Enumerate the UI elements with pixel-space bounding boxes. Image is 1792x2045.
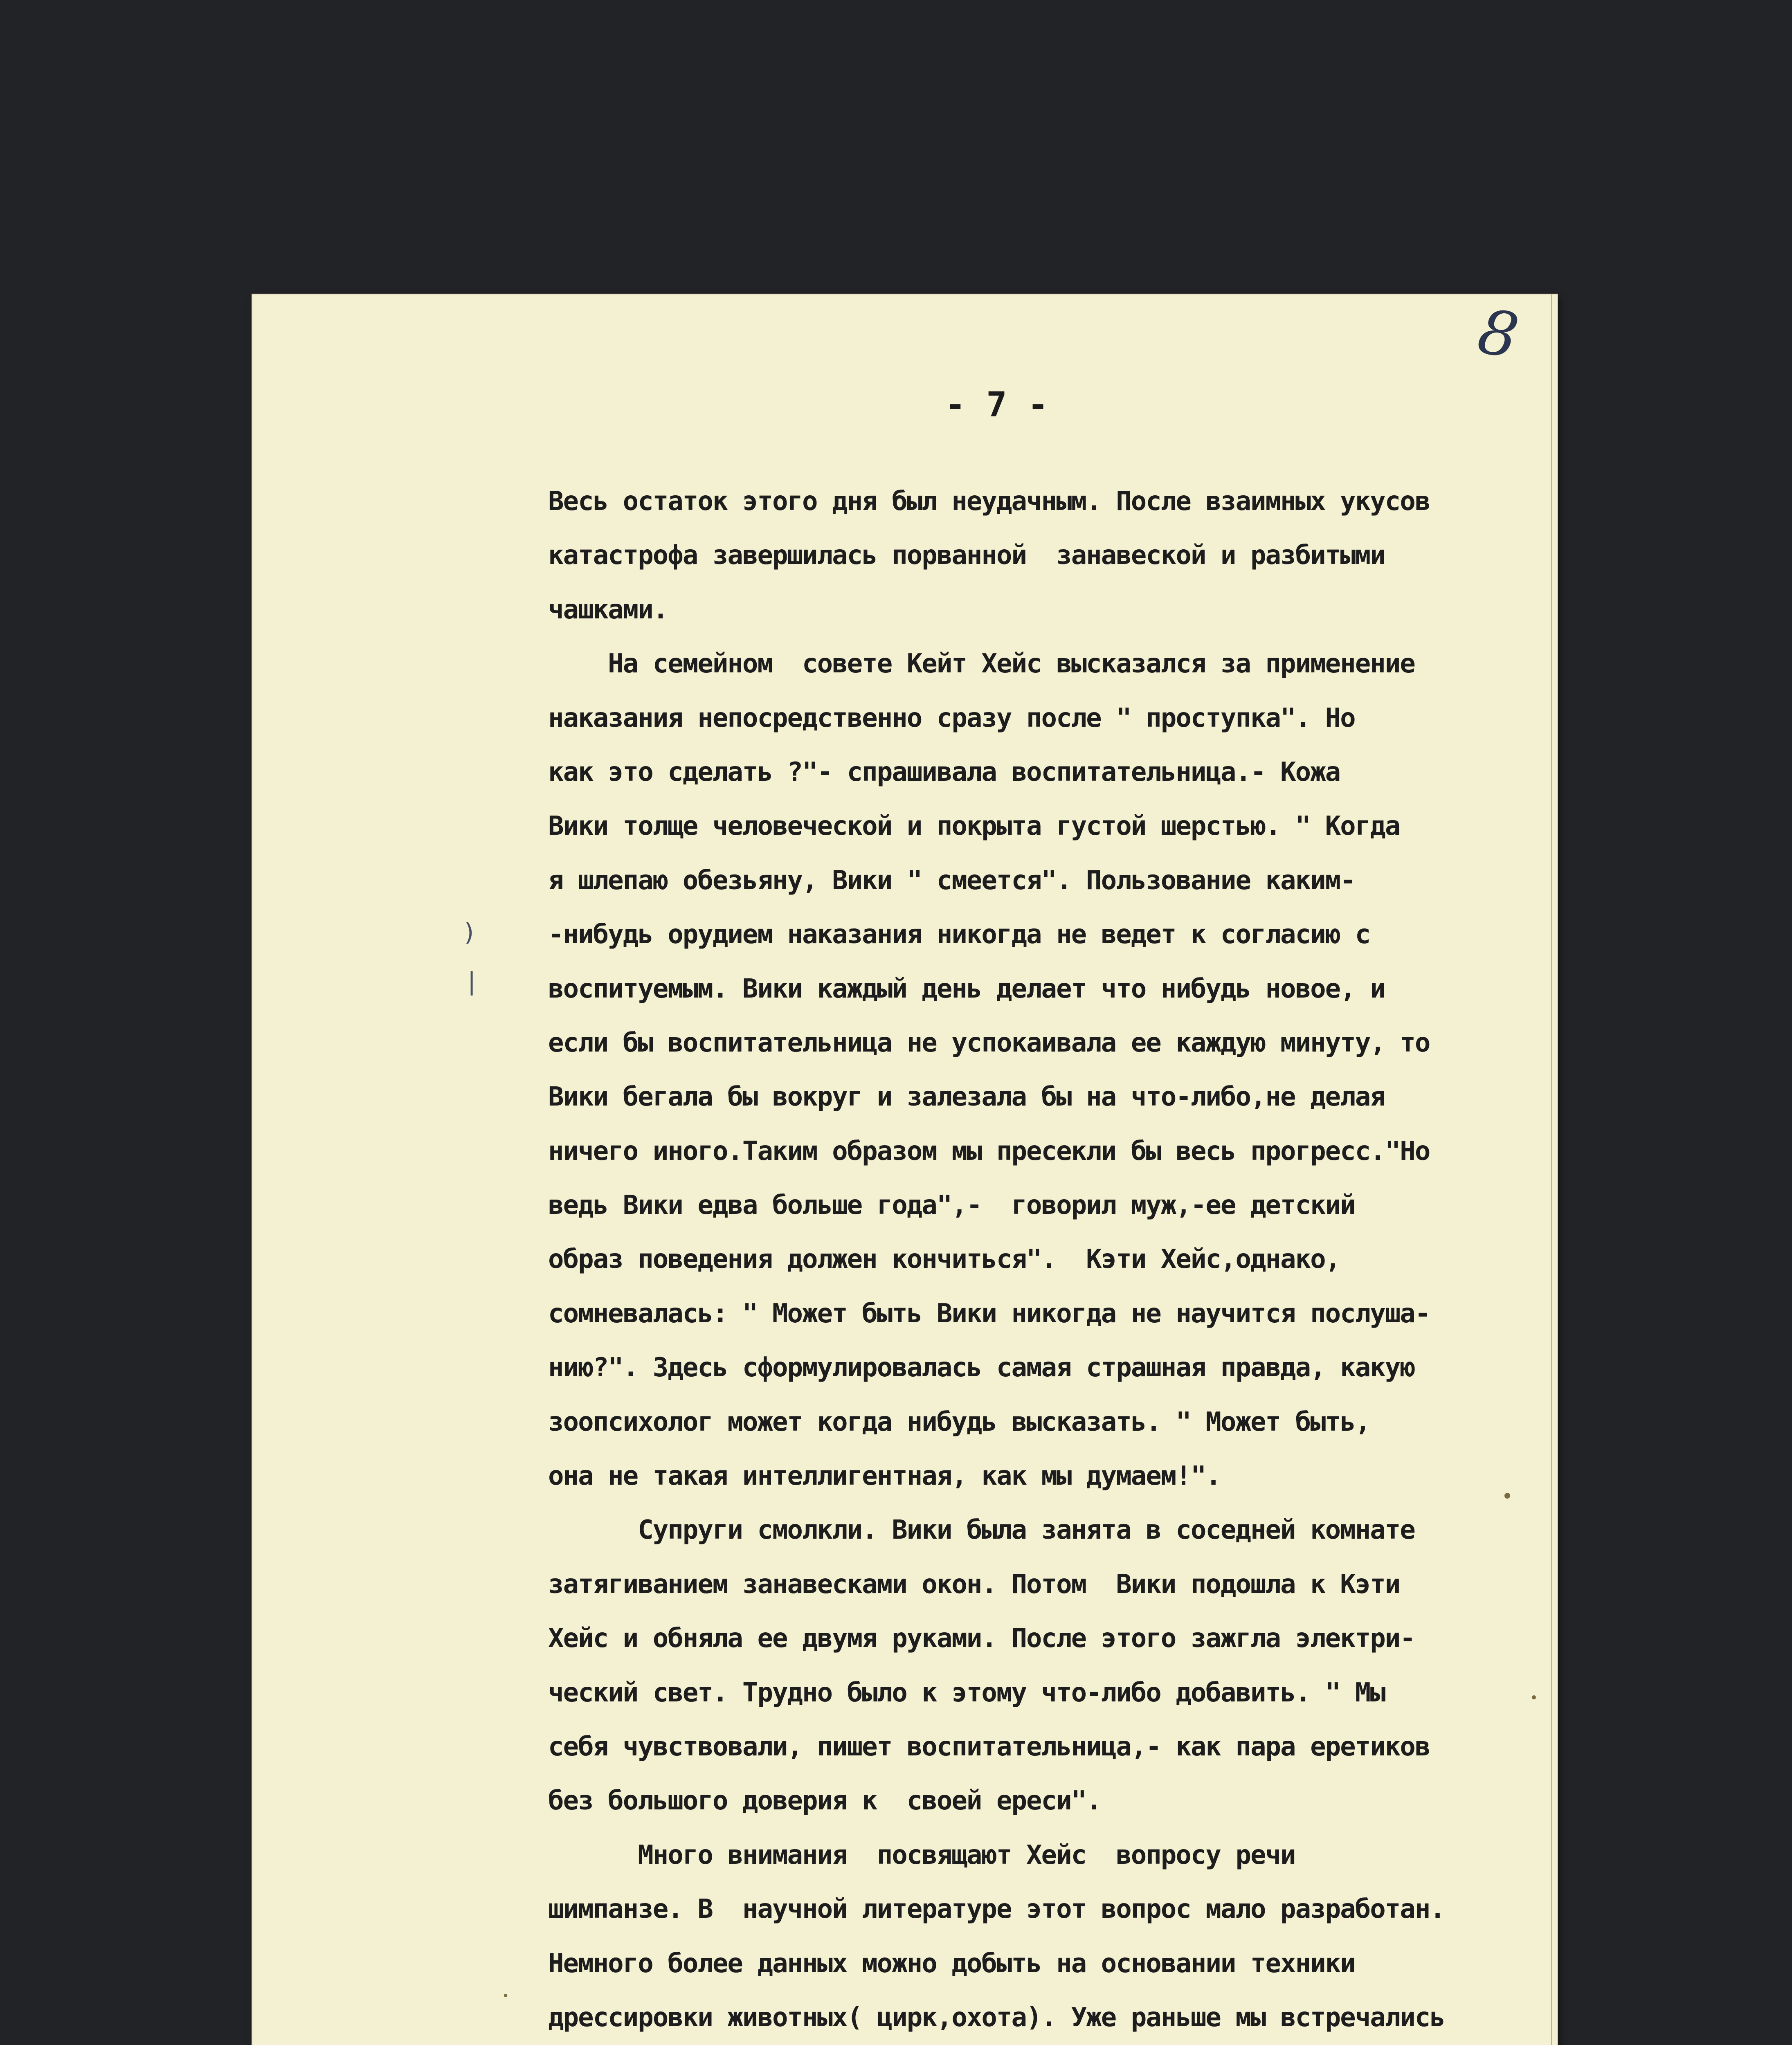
text-line: шимпанзе. В научной литературе этот вопрос мало разработан. <box>548 1894 1445 1925</box>
margin-mark-bar: | <box>468 967 476 996</box>
text-line: катастрофа завершилась порванной занавеской и разбитыми <box>548 540 1385 571</box>
text-line: Весь остаток этого дня был неудачным. После взаимных укусов <box>548 486 1430 517</box>
text-line: себя чувствовали, пишет воспитательница,- как пара еретиков <box>548 1731 1430 1762</box>
text-line: ничего иного.Таким образом мы пресекли бы весь прогресс."Но <box>548 1136 1430 1166</box>
text-line: чашками. <box>548 594 668 625</box>
text-line: как это сделать ?"- спрашивала воспитательница.- Кожа <box>548 757 1340 787</box>
text-line: Вики толще человеческой и покрыта густой шерстью. " Когда <box>548 811 1400 842</box>
text-line: На семейном совете Кейт Хейс высказался за применение <box>548 649 1415 679</box>
text-line: ческий свет. Трудно было к этому что-либо добавить. " Мы <box>548 1677 1385 1708</box>
text-line: она не такая интеллигентная, как мы думаем!". <box>548 1461 1221 1492</box>
text-line: без большого доверия к своей ереси". <box>548 1786 1101 1816</box>
margin-mark-paren: ) <box>464 918 474 947</box>
text-line: затягиванием занавесками окон. Потом Вики подошла к Кэти <box>548 1569 1400 1600</box>
text-line: образ поведения должен кончиться". Кэти Хейс,однако, <box>548 1244 1340 1275</box>
folio-number: 8 <box>1473 296 1524 373</box>
text-line: дрессировки животных( цирк,охота). Уже раньше мы встречались <box>548 2002 1445 2033</box>
text-line: Супруги смолкли. Вики была занята в соседней комнате <box>548 1515 1415 1546</box>
typed-text-body <box>548 474 1542 2045</box>
sheet-edge <box>1551 294 1552 2045</box>
text-line: воспитуемым. Вики каждый день делает что нибудь новое, и <box>548 973 1385 1004</box>
text-line: Хейс и обняла ее двумя руками. После этого зажгла электри- <box>548 1623 1415 1654</box>
text-line: если бы воспитательница не успокаивала ее каждую минуту, то <box>548 1027 1430 1058</box>
text-line: зоопсихолог может когда нибудь высказать. " Может быть, <box>548 1407 1370 1437</box>
text-line: Много внимания посвящают Хейс вопросу речи <box>548 1840 1295 1870</box>
ink-dot <box>504 1994 507 1997</box>
text-line: сомневалась: " Может быть Вики никогда не научится послуша- <box>548 1298 1430 1329</box>
text-line: я шлепаю обезьяну, Вики " смеется". Пользование каким- <box>548 865 1355 896</box>
page-number: - 7 - <box>945 384 1048 425</box>
text-line: наказания непосредственно сразу после " проступка". Но <box>548 703 1355 733</box>
text-line: нию?". Здесь сформулировалась самая страшная правда, какую <box>548 1353 1415 1383</box>
text-line: ведь Вики едва больше года",- говорил муж,-ее детский <box>548 1190 1355 1221</box>
text-line: Вики бегала бы вокруг и залезала бы на что-либо,не делая <box>548 1082 1385 1112</box>
text-line: -нибудь орудием наказания никогда не ведет к согласию с <box>548 919 1370 950</box>
text-line: Немного более данных можно добыть на основании техники <box>548 1948 1355 1979</box>
